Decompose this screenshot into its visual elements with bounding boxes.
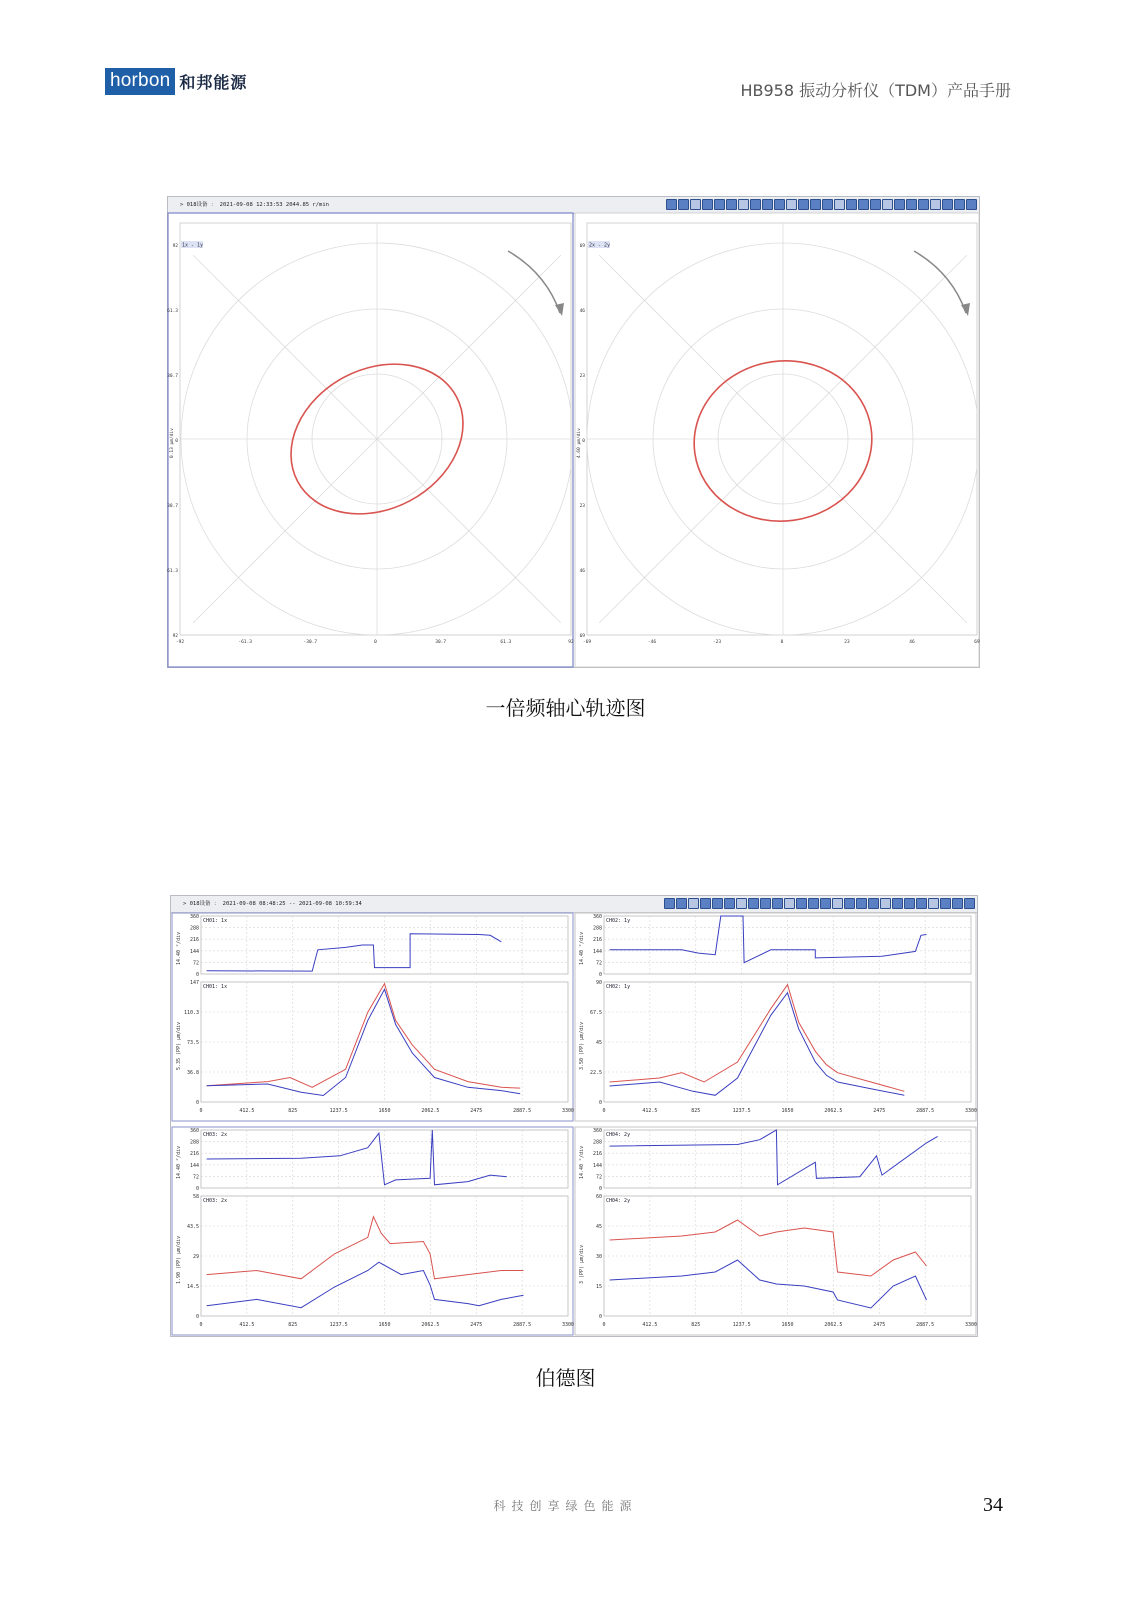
bode-toolbar-icons: [664, 898, 975, 909]
toolbar-tool-icon[interactable]: [726, 199, 737, 210]
footer-slogan: 科技创享绿色能源: [493, 1499, 638, 1513]
bode-x-tick: 2887.5: [513, 1322, 532, 1328]
bode-panel: [575, 913, 977, 1121]
bode-phase-tag: CH04: 2y: [606, 1132, 631, 1138]
bode-amp-label: 1.90 (PP) μm/div: [176, 1235, 182, 1284]
bode-amp-tick: 110.3: [183, 1010, 199, 1016]
orbit-right-ytick: 0: [582, 439, 585, 444]
orbit-left-xtick: 61.3: [500, 640, 512, 645]
toolbar-tool-icon[interactable]: [880, 898, 891, 909]
orbit-left-xtick: 30.7: [435, 640, 447, 645]
bode-panel: [575, 1127, 977, 1335]
bode-x-tick: 825: [288, 1322, 298, 1328]
bode-x-tick: 2475: [470, 1322, 483, 1328]
toolbar-tool-icon[interactable]: [846, 199, 857, 210]
bode-x-tick: 1650: [781, 1108, 794, 1114]
bode-amp-tick: 22.5: [589, 1070, 602, 1076]
bode-phase-tick: 360: [592, 914, 602, 920]
bode-phase-tick: 288: [189, 925, 199, 932]
bode-x-tick: 412.5: [642, 1108, 658, 1114]
bode-phase-tick: 288: [592, 925, 602, 932]
bode-x-tick: 0: [199, 1108, 203, 1114]
toolbar-tool-icon[interactable]: [942, 199, 953, 210]
orbit-right-tag: 2x - 2y: [589, 242, 611, 249]
bode-phase-tick: 360: [189, 1128, 199, 1134]
bode-x-tick: 1237.5: [732, 1108, 751, 1114]
toolbar-tool-icon[interactable]: [928, 898, 939, 909]
figure2-caption: 伯德图: [535, 1366, 596, 1390]
bode-phase-tick: 216: [592, 1151, 602, 1158]
orbit-screenshot: [167, 196, 980, 668]
bode-phase-label: 14.40 °/div: [176, 931, 182, 965]
bode-phase-tick: 144: [592, 948, 602, 955]
toolbar-tool-icon[interactable]: [858, 199, 869, 210]
bode-amp-tag: CH03: 2x: [203, 1198, 228, 1204]
bode-x-tick: 3300: [964, 1322, 978, 1328]
bode-x-tick: 2062.5: [824, 1322, 843, 1328]
orbit-toolbar-icons: [666, 199, 977, 210]
bode-x-tick: 2887.5: [513, 1108, 532, 1114]
bode-amp-tick: 43.5: [186, 1224, 199, 1230]
toolbar-tool-icon[interactable]: [870, 199, 881, 210]
bode-amp-tick: 36.8: [186, 1070, 199, 1076]
orbit-right-ytick: 69: [579, 634, 585, 639]
toolbar-tool-icon[interactable]: [856, 898, 867, 909]
bode-amp-label: 3 (PP) μm/div: [579, 1244, 585, 1284]
toolbar-tool-icon[interactable]: [822, 199, 833, 210]
bode-amp-tick: 73.5: [186, 1040, 199, 1046]
toolbar-tool-icon[interactable]: [894, 199, 905, 210]
orbit-right-ytick: 46: [579, 569, 585, 574]
bode-phase-tick: 360: [189, 914, 199, 920]
bode-phase-tick: 360: [592, 1128, 602, 1134]
bode-phase-tick: 72: [192, 960, 199, 967]
toolbar-tool-icon[interactable]: [786, 199, 797, 210]
toolbar-tool-icon[interactable]: [868, 898, 879, 909]
bode-x-tick: 2062.5: [421, 1108, 440, 1114]
bode-phase-tick: 0: [598, 1186, 602, 1192]
bode-amp-tag: CH04: 2y: [606, 1198, 631, 1204]
toolbar-tool-icon[interactable]: [916, 898, 927, 909]
bode-x-tick: 3300: [561, 1108, 575, 1114]
toolbar-tool-icon[interactable]: [690, 199, 701, 210]
orbit-right-xtick: 46: [909, 640, 915, 645]
toolbar-tool-icon[interactable]: [688, 898, 699, 909]
bode-phase-label: 14.40 °/div: [176, 1145, 182, 1179]
bode-x-tick: 0: [602, 1322, 606, 1328]
bode-screenshot: [170, 895, 978, 1337]
bode-phase-label: 14.40 °/div: [579, 1145, 585, 1179]
bode-amp-tick: 60: [595, 1194, 602, 1200]
toolbar-tool-icon[interactable]: [832, 898, 843, 909]
bode-x-tick: 2887.5: [916, 1108, 935, 1114]
toolbar-tool-icon[interactable]: [966, 199, 977, 210]
bode-x-tick: 0: [602, 1108, 606, 1114]
document-title: HB958 振动分析仪（TDM）产品手册: [740, 81, 1011, 100]
toolbar-tool-icon[interactable]: [940, 898, 951, 909]
orbit-right-xtick: -46: [647, 640, 657, 645]
bode-phase-tick: 0: [598, 972, 602, 978]
toolbar-tool-icon[interactable]: [748, 898, 759, 909]
bode-x-tick: 1650: [378, 1108, 391, 1114]
toolbar-tool-icon[interactable]: [700, 898, 711, 909]
orbit-right-ytick: 23: [579, 374, 585, 379]
page-number: 34: [983, 1494, 1003, 1516]
toolbar-tool-icon[interactable]: [834, 199, 845, 210]
toolbar-tool-icon[interactable]: [808, 898, 819, 909]
toolbar-tool-icon[interactable]: [676, 898, 687, 909]
orbit-left-axis-label: 0.13 μm/div: [170, 428, 175, 458]
bode-phase-tag: CH01: 1x: [203, 918, 228, 924]
toolbar-tool-icon[interactable]: [714, 199, 725, 210]
logo-chinese: 和邦能源: [179, 73, 248, 92]
bode-x-tick: 2475: [470, 1108, 483, 1114]
orbit-right-xtick: 69: [974, 640, 980, 645]
orbit-left-ytick: 30.7: [167, 504, 178, 509]
toolbar-tool-icon[interactable]: [750, 199, 761, 210]
bode-phase-tick: 72: [595, 960, 602, 967]
bode-phase-tick: 0: [195, 972, 199, 978]
toolbar-tool-icon[interactable]: [760, 898, 771, 909]
bode-phase-tick: 72: [595, 1174, 602, 1181]
bode-phase-tag: CH03: 2x: [203, 1132, 228, 1138]
toolbar-tool-icon[interactable]: [918, 199, 929, 210]
bode-x-tick: 412.5: [642, 1322, 658, 1328]
bode-panel: [172, 1127, 574, 1335]
toolbar-tool-icon[interactable]: [736, 898, 747, 909]
toolbar-tool-icon[interactable]: [906, 199, 917, 210]
bode-amp-tick: 147: [189, 980, 199, 986]
bode-amp-tick: 14.5: [186, 1284, 199, 1290]
bode-x-tick: 1237.5: [329, 1108, 348, 1114]
orbit-left-tag: 1x - 1y: [182, 242, 204, 249]
orbit-left-ytick: 92: [172, 244, 178, 249]
orbit-status-text: > 018设备 ： 2021-09-08 12:33:53 2044.85 r/min: [180, 202, 329, 208]
bode-amp-label: 3.50 (PP) μm/div: [579, 1021, 585, 1070]
orbit-left-ytick: 61.3: [167, 569, 178, 574]
bode-amp-tick: 45: [595, 1040, 602, 1046]
figure1-caption: 一倍频轴心轨迹图: [485, 696, 646, 720]
toolbar-tool-icon[interactable]: [930, 199, 941, 210]
toolbar-tool-icon[interactable]: [904, 898, 915, 909]
bode-amp-tick: 67.5: [589, 1010, 602, 1016]
orbit-right-ytick: 69: [579, 244, 585, 249]
bode-x-tick: 412.5: [239, 1322, 255, 1328]
bode-x-tick: 2062.5: [824, 1108, 843, 1114]
bode-phase-tick: 288: [189, 1139, 199, 1146]
orbit-left-xtick: 0: [374, 640, 377, 645]
toolbar-tool-icon[interactable]: [774, 199, 785, 210]
toolbar-tool-icon[interactable]: [820, 898, 831, 909]
bode-x-tick: 2475: [873, 1322, 886, 1328]
orbit-left-xtick: 92: [568, 640, 574, 645]
bode-amp-tick: 58: [192, 1194, 199, 1200]
company-logo: [105, 68, 247, 95]
bode-x-tick: 3300: [964, 1108, 978, 1114]
toolbar-tool-icon[interactable]: [798, 199, 809, 210]
toolbar-tool-icon[interactable]: [724, 898, 735, 909]
bode-x-tick: 1237.5: [329, 1322, 348, 1328]
bode-amp-tick: 0: [195, 1100, 199, 1106]
bode-phase-tick: 288: [592, 1139, 602, 1146]
toolbar-tool-icon[interactable]: [952, 898, 963, 909]
toolbar-tool-icon[interactable]: [844, 898, 855, 909]
toolbar-tool-icon[interactable]: [664, 898, 675, 909]
bode-phase-tick: 0: [195, 1186, 199, 1192]
bode-x-tick: 1650: [378, 1322, 391, 1328]
orbit-left-xtick: -92: [175, 640, 185, 645]
bode-amp-label: 5.35 (PP) μm/div: [176, 1021, 182, 1070]
bode-plots: [171, 912, 977, 1336]
bode-amp-tick: 0: [195, 1314, 199, 1320]
toolbar-tool-icon[interactable]: [762, 199, 773, 210]
orbit-left-ytick: 61.3: [167, 309, 178, 314]
toolbar-tool-icon[interactable]: [796, 898, 807, 909]
bode-x-tick: 1237.5: [732, 1322, 751, 1328]
bode-phase-tick: 144: [592, 1162, 602, 1169]
toolbar-tool-icon[interactable]: [784, 898, 795, 909]
bode-phase-tick: 216: [189, 1151, 199, 1158]
toolbar-tool-icon[interactable]: [810, 199, 821, 210]
bode-x-tick: 1650: [781, 1322, 794, 1328]
orbit-right-panel: [523, 179, 1043, 699]
bode-phase-tick: 144: [189, 948, 199, 955]
orbit-toolbar: [168, 197, 979, 214]
orbit-right-xtick: -23: [712, 640, 722, 645]
bode-toolbar: [171, 896, 977, 913]
bode-x-tick: 412.5: [239, 1108, 255, 1114]
toolbar-tool-icon[interactable]: [772, 898, 783, 909]
logo-english: horbon: [105, 68, 175, 95]
orbit-right-xtick: -69: [582, 640, 592, 645]
orbit-left-ytick: 92: [172, 634, 178, 639]
toolbar-tool-icon[interactable]: [666, 199, 677, 210]
bode-phase-tick: 216: [189, 937, 199, 944]
bode-x-tick: 0: [199, 1322, 203, 1328]
bode-panel: [172, 913, 574, 1121]
toolbar-tool-icon[interactable]: [738, 199, 749, 210]
orbit-right-ytick: 46: [579, 309, 585, 314]
orbit-right-axis-label: 4.60 μm/div: [577, 428, 582, 458]
toolbar-tool-icon[interactable]: [964, 898, 975, 909]
bode-x-tick: 825: [691, 1108, 701, 1114]
bode-amp-tick: 15: [595, 1284, 602, 1290]
orbit-left-panel: [117, 179, 637, 699]
toolbar-tool-icon[interactable]: [892, 898, 903, 909]
bode-x-tick: 825: [691, 1322, 701, 1328]
bode-amp-tag: CH01: 1x: [203, 984, 228, 990]
bode-phase-tick: 72: [192, 1174, 199, 1181]
bode-amp-tick: 30: [595, 1254, 602, 1260]
toolbar-tool-icon[interactable]: [712, 898, 723, 909]
bode-amp-tick: 90: [595, 980, 602, 986]
toolbar-tool-icon[interactable]: [954, 199, 965, 210]
bode-amp-tick: 45: [595, 1224, 602, 1230]
orbit-left-ytick: 30.7: [167, 374, 178, 379]
bode-x-tick: 825: [288, 1108, 298, 1114]
bode-amp-tick: 0: [598, 1100, 602, 1106]
bode-phase-tag: CH02: 1y: [606, 918, 631, 924]
bode-amp-tick: 0: [598, 1314, 602, 1320]
bode-x-tick: 2062.5: [421, 1322, 440, 1328]
orbit-left-xtick: -61.3: [238, 640, 252, 645]
orbit-right-ytick: 23: [579, 504, 585, 509]
bode-status-text: > 018设备 ： 2021-09-08 08:48:25 -- 2021-09-08 10:59:34: [183, 901, 362, 907]
bode-x-tick: 3300: [561, 1322, 575, 1328]
bode-x-tick: 2475: [873, 1108, 886, 1114]
orbit-right-xtick: 0: [780, 640, 784, 645]
orbit-left-xtick: -30.7: [303, 640, 318, 645]
orbit-right-xtick: 23: [844, 640, 850, 645]
orbit-left-ytick: 0: [175, 439, 178, 444]
toolbar-tool-icon[interactable]: [678, 199, 689, 210]
bode-x-tick: 2887.5: [916, 1322, 935, 1328]
bode-phase-label: 14.40 °/div: [579, 931, 585, 965]
bode-phase-tick: 216: [592, 937, 602, 944]
bode-amp-tick: 29: [192, 1254, 199, 1260]
toolbar-tool-icon[interactable]: [702, 199, 713, 210]
bode-amp-tag: CH02: 1y: [606, 984, 631, 990]
bode-phase-tick: 144: [189, 1162, 199, 1169]
toolbar-tool-icon[interactable]: [882, 199, 893, 210]
orbit-plots: [168, 213, 979, 667]
